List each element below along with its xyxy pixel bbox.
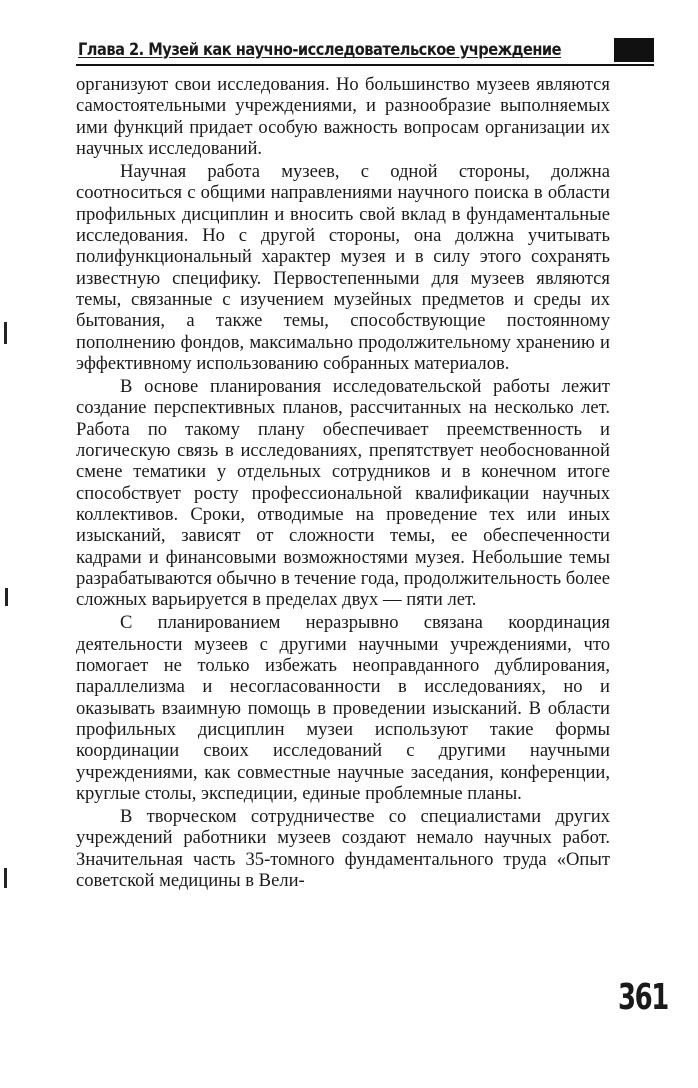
running-header xyxy=(76,38,654,66)
paragraph-1: организуют свои исследования. Но большинство музеев являются самостоятельными учреждениями, и разнообразие выполняемых ими функций придает особую важность вопросам организации их научных исследований. xyxy=(76,74,610,159)
scan-mark-1 xyxy=(4,322,7,344)
header-black-block xyxy=(614,38,654,62)
page-number: 361 xyxy=(618,977,668,1018)
scan-mark-3 xyxy=(4,868,7,888)
paragraph-3: В основе планирования исследовательской работы лежит создание перспективных планов, рассчитанных на несколько лет. Работа по такому плану обеспечивает преемственность и логическую связь в исследованиях, препятствует необоснованной смене тематики у отдельных сотрудников и в конечном итоге способствует росту профессиональной квалификации научных коллективов. Сроки, отводимые на проведение тех или иных изысканий, зависят от сложности темы, ее обеспеченности кадрами и финансовыми возможностями музея. Небольшие темы разрабатываются обычно в течение года, продолжительность более сложных варьируется в пределах двух — пяти лет. xyxy=(76,376,610,611)
paragraph-5: В творческом сотрудничестве со специалистами других учреждений работники музеев создают немало научных работ. Значительная часть 35-томного фундаментального труда «Опыт советской медицины в Вели- xyxy=(76,806,610,891)
body-text xyxy=(76,74,610,891)
paragraph-4: С планированием неразрывно связана координация деятельности музеев с другими научными учреждениями, что помогает не только избежать неоправданного дублирования, параллелизма и несогласованности в исследованиях, но и оказывать взаимную помощь в проведении изысканий. В области профильных дисциплин музеи используют такие формы координации своих исследований с другими научными учреждениями, как совместные научные заседания, конференции, круглые столы, экспедиции, единые проблемные планы. xyxy=(76,612,610,804)
paragraph-2: Научная работа музеев, с одной стороны, должна соотноситься с общими направлениями научного поиска в области профильных дисциплин и вносить свой вклад в фундаментальные исследования. Но с другой стороны, она должна учитывать полифункциональный характер музея и в силу этого сохранять известную специфику. Первостепенными для музеев являются темы, связанные с изучением музейных предметов и среды их бытования, а также темы, способствующие постоянному пополнению фондов, максимально продолжительному хранению и эффективному использованию собранных материалов. xyxy=(76,161,610,374)
scan-mark-2 xyxy=(5,588,8,606)
chapter-title: Глава 2. Музей как научно-исследовательское учреждение xyxy=(78,40,562,60)
